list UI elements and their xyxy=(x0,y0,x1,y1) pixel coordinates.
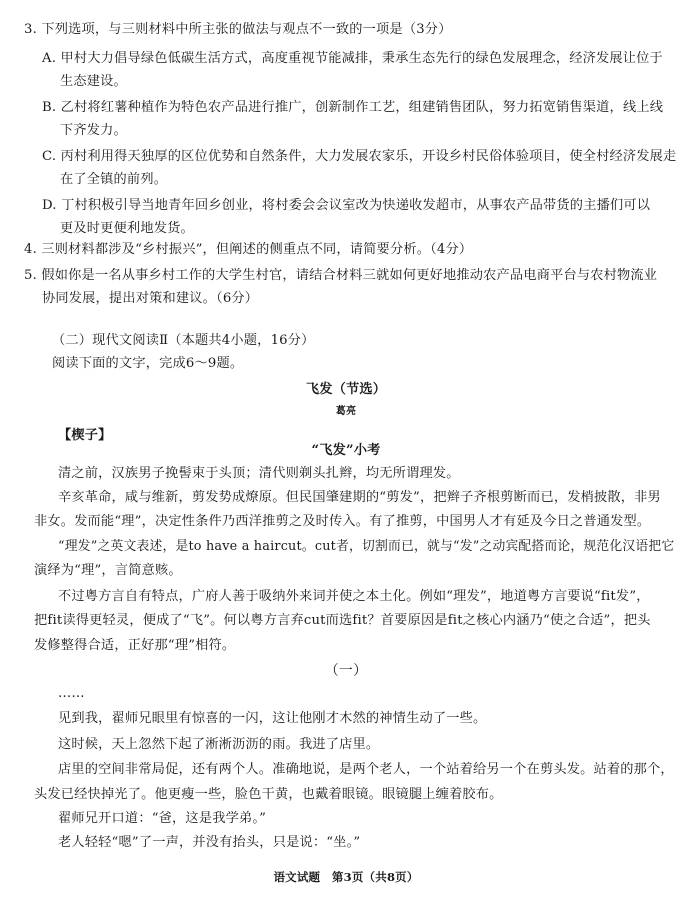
chapter-sentence-2: 这时候，天上忽然下起了淅淅沥沥的雨。我进了店里。 xyxy=(58,737,380,752)
option-a-line-1: A. 甲村大力倡导绿色低碳生活方式，高度重视节能减排，秉承生态先行的绿色发展理念，经济发展让位于 xyxy=(42,51,663,66)
option-b-line-2: 下齐发力。 xyxy=(60,123,127,138)
question-4: 4. 三则材料都涉及“乡村振兴”，但阐述的侧重点不同，请简要分析。（4分） xyxy=(24,242,473,257)
wedge-paragraph-2-line-2: 非女。发而能“理”，决定性条件乃西洋推剪之及时传入。有了推剪，中国男人才有延及今日之普通发型。 xyxy=(34,514,651,529)
chapter-sentence-5: 老人轻轻“嗯”了一声，并没有抬头，只是说：“坐。” xyxy=(58,835,361,850)
option-a-line-2: 生态建设。 xyxy=(60,74,127,89)
wedge-label: 【楔子】 xyxy=(58,428,112,443)
option-d-line-2: 更及时更便利地发货。 xyxy=(60,221,194,236)
option-c-line-2: 在了全镇的前列。 xyxy=(60,172,168,187)
wedge-paragraph-3-line-2: 演绎为“理”，言简意赅。 xyxy=(34,563,182,578)
question-5-line-1: 5. 假如你是一名从事乡村工作的大学生村官，请结合材料三就如何更好地推动农产品电商平台与农村物流业 xyxy=(24,268,658,283)
wedge-paragraph-4-line-1: 不过粤方言自有特点，广府人善于吸纳外来词并使之本土化。例如“理发”，地道粤方言要说“fit发”， xyxy=(58,589,650,604)
section-instruction: 阅读下面的文字，完成6～9题。 xyxy=(52,356,244,371)
question-5-line-2: 协同发展，提出对策和建议。（6分） xyxy=(42,291,259,306)
ellipsis: …… xyxy=(58,686,85,701)
section-heading: （二）现代文阅读Ⅱ（本题共4小题，16分） xyxy=(52,333,315,348)
wedge-paragraph-3-line-1: “理发”之英文表述，是to have a haircut。cut者，切割而已，就与“发”之动宾配搭而论，规范化汉语把它 xyxy=(58,539,675,554)
wedge-paragraph-4-line-3: 发修整得合适，正好那“理”相符。 xyxy=(34,638,236,653)
chapter-sentence-3-line-2: 头发已经快掉光了。他更瘦一些，脸色干黄，也戴着眼镜。眼镜腿上缠着胶布。 xyxy=(34,787,503,802)
article-title: 飞发（节选） xyxy=(305,382,387,397)
article-author: 葛亮 xyxy=(335,406,357,417)
wedge-paragraph-2-line-1: 辛亥革命，咸与维新，剪发势成燎原。但民国肇建期的“剪发”，把辫子齐根剪断而已，发梢披散，非男 xyxy=(58,490,661,505)
wedge-subtitle: “飞发”小考 xyxy=(311,443,381,458)
option-b-line-1: B. 乙村将红薯种植作为特色农产品进行推广，创新制作工艺，组建销售团队，努力拓宽销售渠道，线上线 xyxy=(42,100,664,115)
chapter-sentence-4: 翟师兄开口道：“爸，这是我学弟。” xyxy=(58,811,267,826)
wedge-paragraph-1: 清之前，汉族男子挽髻束于头顶；清代则剃头扎辫，均无所谓理发。 xyxy=(58,466,460,481)
chapter-sentence-1: 见到我，翟师兄眼里有惊喜的一闪，这让他刚才木然的神情生动了一些。 xyxy=(58,711,487,726)
wedge-paragraph-4-line-2: 把fit读得更轻灵，便成了“飞”。何以粤方言弃cut而选fit？首要原因是fit之核心内涵乃“使之合适”，把头 xyxy=(34,613,651,628)
option-d-line-1: D. 丁村积极引导当地青年回乡创业，将村委会会议室改为快递收发超市，从事农产品带货的主播们可以 xyxy=(42,198,651,213)
chapter-sentence-3-line-1: 店里的空间非常局促，还有两个人。准确地说，是两个老人，一个站着给另一个在剪头发。站着的那个， xyxy=(58,762,674,777)
question-3-stem: 3. 下列选项，与三则材料中所主张的做法与观点不一致的一项是（3分） xyxy=(24,22,452,37)
page-footer: 语文试题 第3页（共8页） xyxy=(273,870,419,884)
option-c-line-1: C. 丙村利用得天独厚的区位优势和自然条件，大力发展农家乐，开设乡村民俗体验项目，使全村经济发展走 xyxy=(42,149,677,164)
chapter-number: （一） xyxy=(324,663,368,679)
